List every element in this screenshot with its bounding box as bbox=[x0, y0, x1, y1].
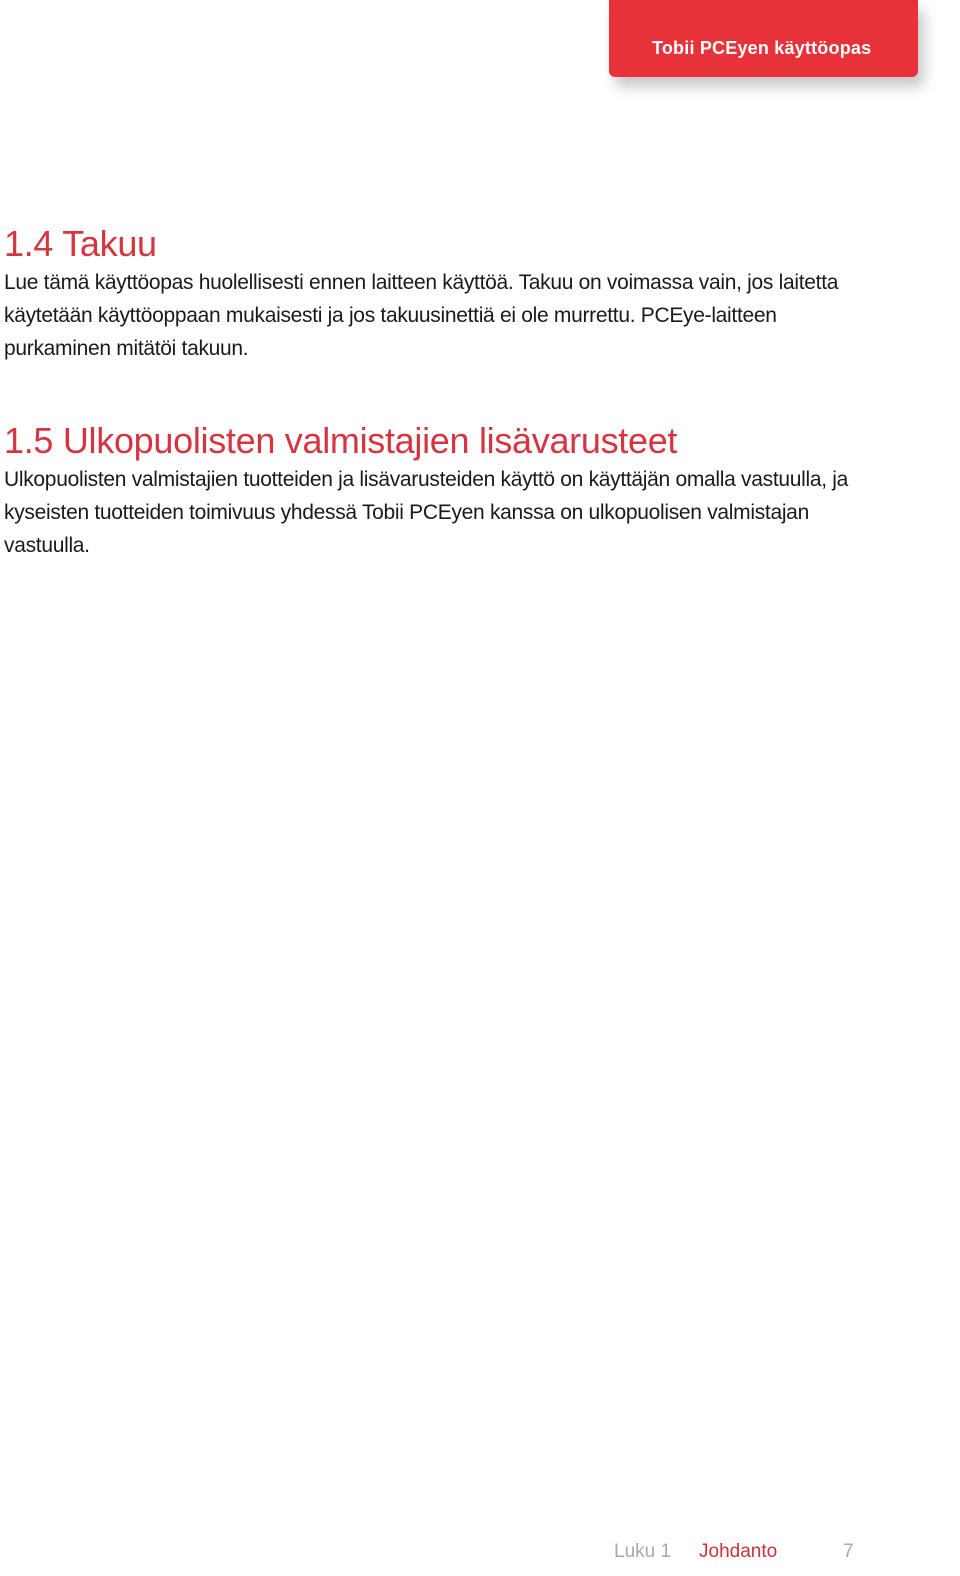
header-tab-title: Tobii PCEyen käyttöopas bbox=[652, 38, 872, 58]
header-tab bbox=[609, 0, 918, 77]
section-warranty bbox=[4, 222, 874, 365]
section-body: Ulkopuolisten valmistajien tuotteiden ja lisävarusteiden käyttö on käyttäjän omalla vastuulla, ja kyseisten tuotteiden toimivuus yhdessä Tobii PCEyen kanssa on ulkopuolisen valmistajan vastuulla. bbox=[4, 468, 849, 557]
section-body: Lue tämä käyttöopas huolellisesti ennen laitteen käyttöä. Takuu on voimassa vain, jos laitetta käytetään käyttöoppaan mukaisesti ja jos takuusinettiä ei ole murrettu. PCEye-laitteen purkaminen mitätöi takuun. bbox=[4, 271, 839, 360]
section-heading: 1.4 Takuu bbox=[4, 223, 157, 264]
footer-page-number: 7 bbox=[843, 1541, 854, 1562]
section-third-party-accessories bbox=[4, 419, 874, 562]
footer-chapter-title: Johdanto bbox=[699, 1541, 778, 1562]
page-footer bbox=[614, 1541, 864, 1567]
section-heading: 1.5 Ulkopuolisten valmistajien lisävarusteet bbox=[4, 420, 678, 461]
footer-chapter: Luku 1 bbox=[614, 1541, 672, 1562]
